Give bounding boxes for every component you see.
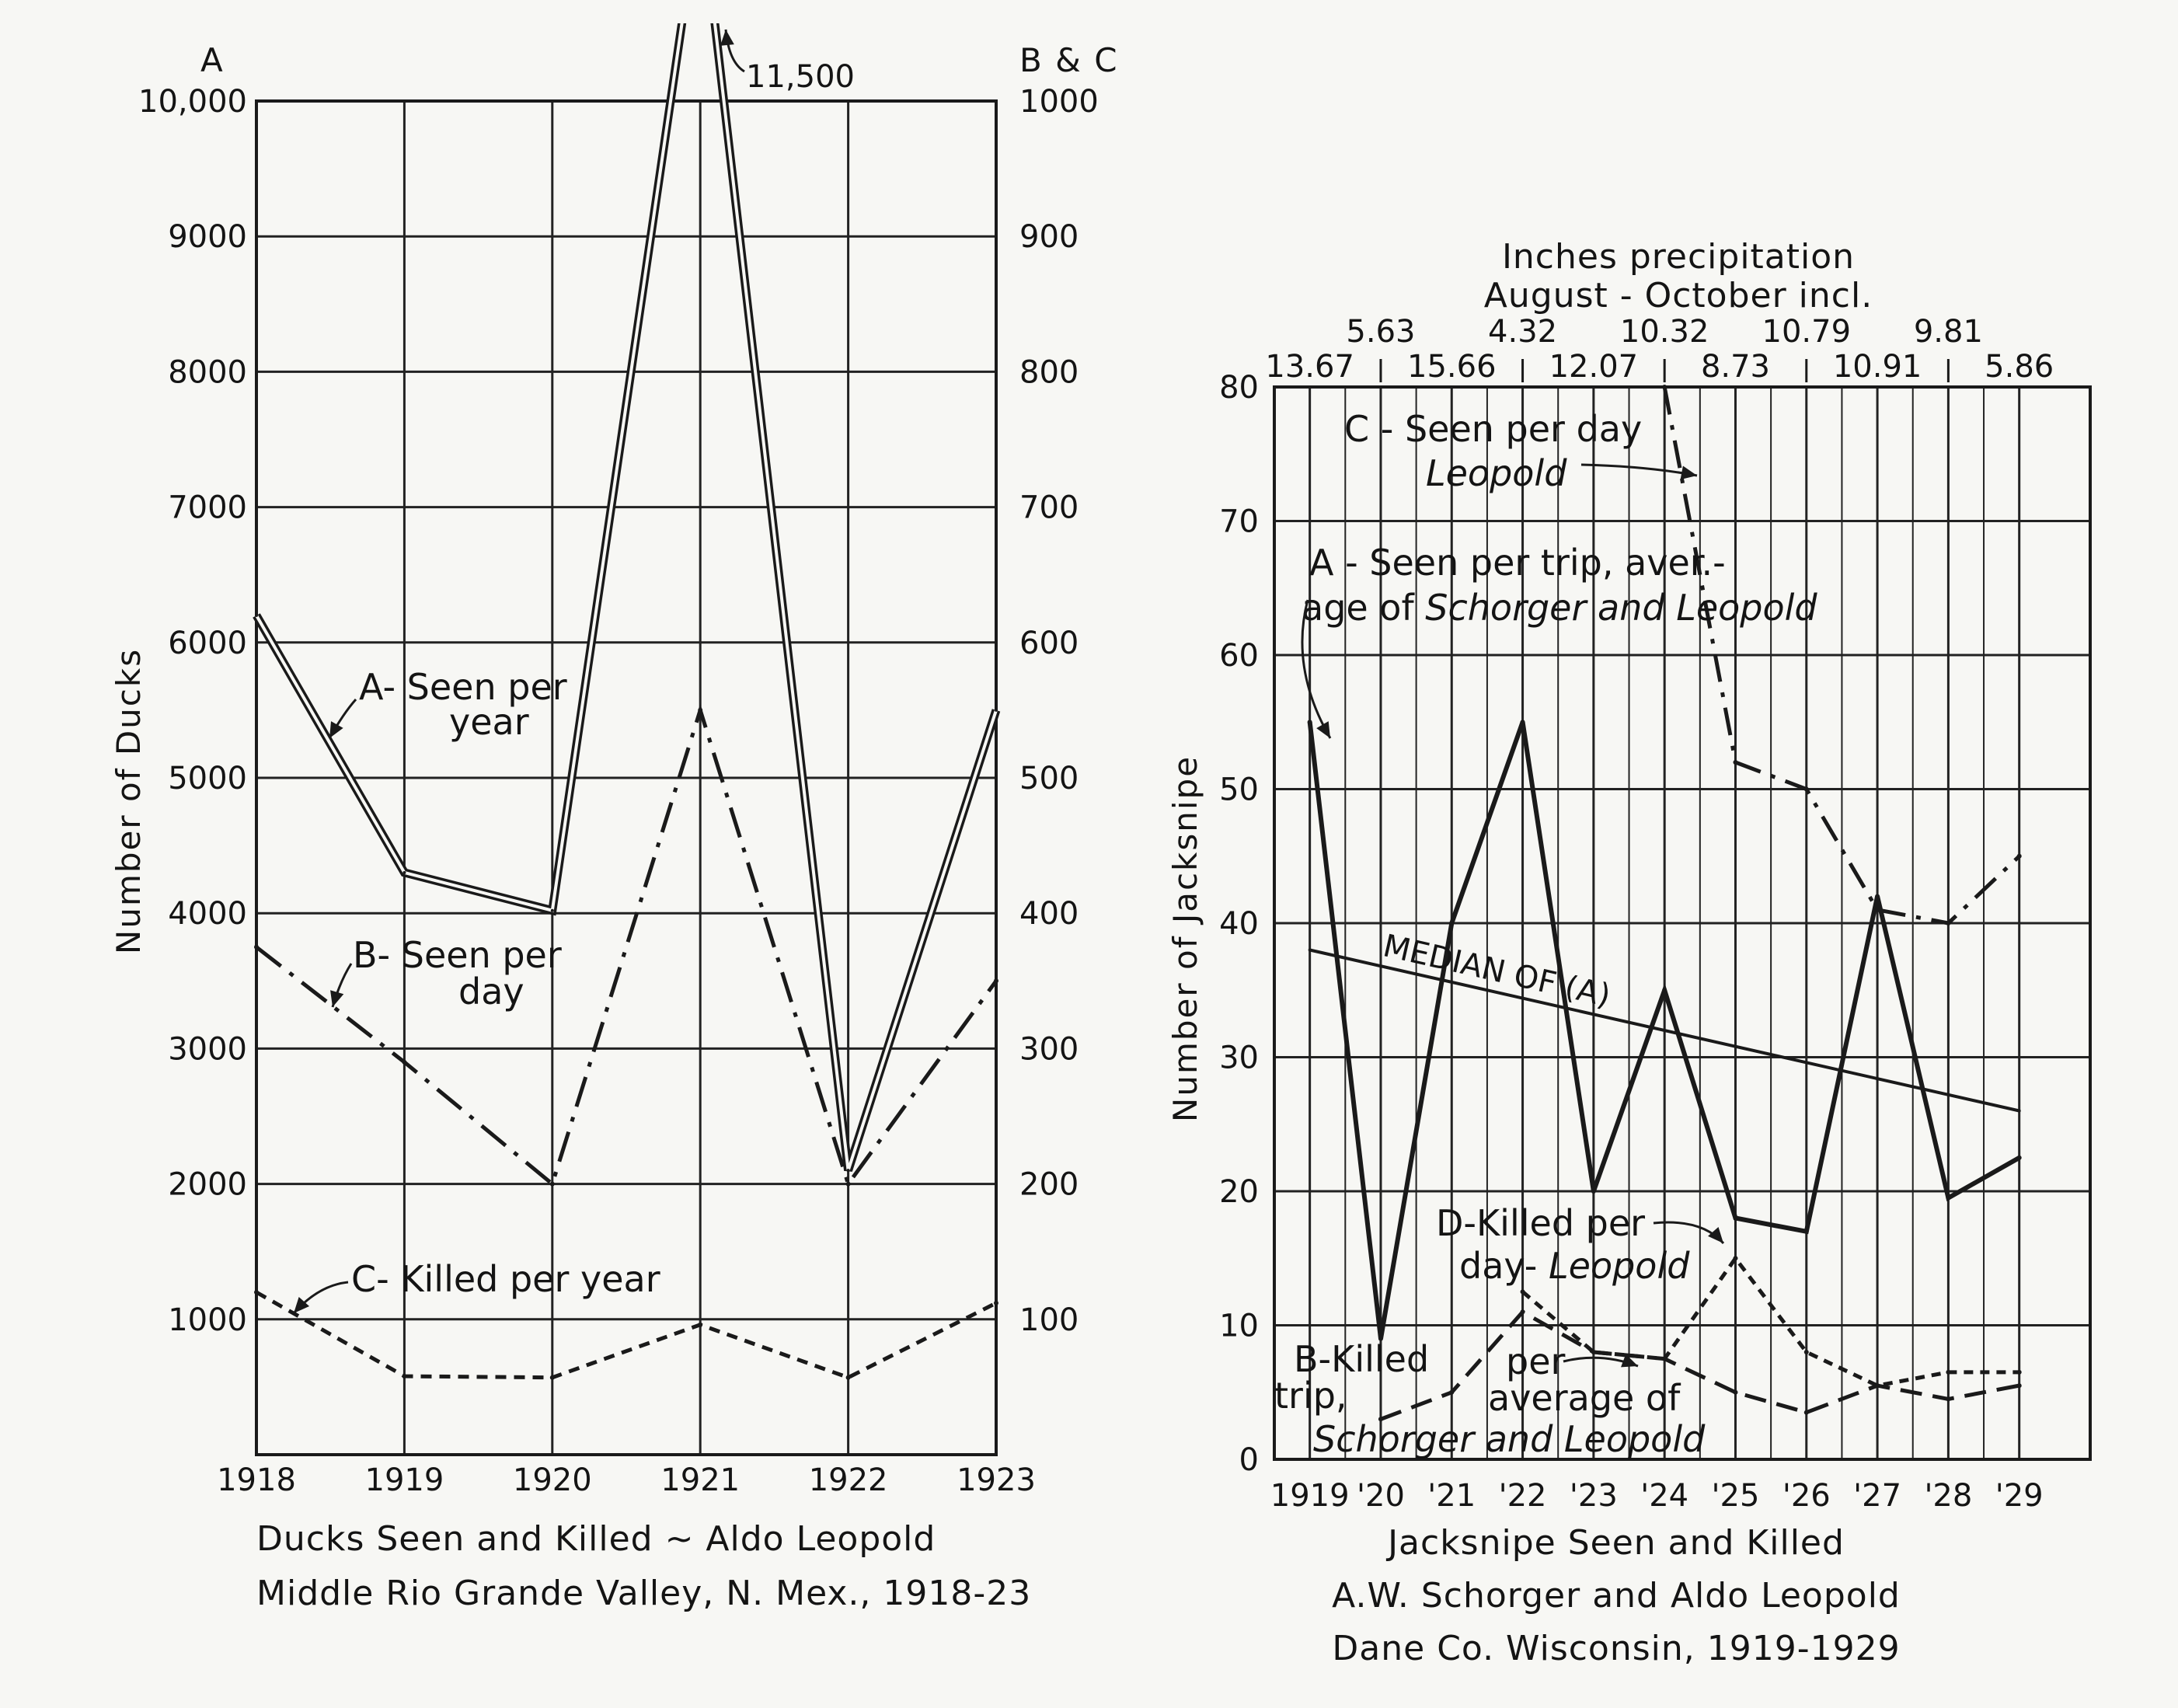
jacksnipe-xtick: '23 [1569,1478,1618,1514]
jacksnipe-annotation-d-line1: D-Killed per [1436,1202,1646,1244]
jacksnipe-series-b-point [2017,1383,2022,1388]
ducks-series-c-point [698,1323,702,1327]
jacksnipe-series-a-point [1308,720,1312,724]
jacksnipe-annotation-c-line1: C - Seen per day [1344,408,1643,450]
precipitation-value: 10.32 [1619,314,1709,350]
precipitation-value: 9.81 [1913,314,1983,350]
jacksnipe-annotation-b-word2: per [1506,1340,1566,1382]
ducks-annotation-c: C- Killed per year [351,1258,660,1300]
jacksnipe-annotation-a-line1: A - Seen per trip, aver.- [1309,542,1726,584]
ducks-series-b-point [698,708,702,713]
ducks-series-c-point [846,1375,851,1380]
jacksnipe-annotation-b-line2: average of [1488,1377,1681,1419]
ducks-series-a-point [995,709,998,712]
jacksnipe-xtick: '26 [1782,1478,1831,1514]
jacksnipe-xtick: '21 [1427,1478,1476,1514]
ducks-grid [256,101,996,1455]
ducks-chart [110,0,1119,1613]
jacksnipe-xtick: '28 [1924,1478,1973,1514]
ducks-series-c-line [256,1292,996,1378]
ducks-series-a-inner [256,0,996,1170]
jacksnipe-annotation-b-word3: trip, [1274,1375,1347,1417]
ducks-peak-label: 11,500 [746,59,855,95]
ducks-xtick: 1920 [512,1462,592,1498]
ducks-title: Ducks Seen and Killed ~ Aldo Leopold [256,1519,936,1559]
ducks-ytick-right: 900 [1019,219,1079,256]
jacksnipe-series-c-point [1875,908,1880,912]
jacksnipe-series-c-point [1946,921,1950,925]
precipitation-value: 10.79 [1762,314,1852,350]
ducks-xtick: 1919 [364,1462,444,1498]
precipitation-value: 12.07 [1549,349,1639,385]
jacksnipe-ytick: 60 [1219,638,1259,674]
jacksnipe-series-a-point [1946,1196,1950,1201]
jacksnipe-ylabel: Number of Jacksnipe [1166,755,1204,1123]
jacksnipe-series-c-point [1662,385,1667,389]
ducks-ytick-right: 800 [1019,354,1079,391]
ducks-left-axis-letter: A [200,41,225,79]
ducks-series-a-outer [256,0,996,1170]
jacksnipe-series-a-point [1591,1189,1596,1194]
ducks-annotation-b-arrow [330,964,351,1007]
jacksnipe-median-point [2018,1110,2021,1113]
jacksnipe-series-b-point [1804,1410,1809,1415]
jacksnipe-annotation-d-line2: day- Leopold [1459,1245,1690,1287]
jacksnipe-xtick: '25 [1711,1478,1760,1514]
ducks-series-c-point [402,1374,406,1379]
precipitation-value: 13.67 [1265,349,1354,385]
jacksnipe-median-point [1309,949,1312,952]
jacksnipe-annotation-c-line2: Leopold [1426,452,1567,494]
ducks-ytick-left: 1000 [168,1302,247,1338]
ducks-ylabel: Number of Ducks [110,647,148,955]
jacksnipe-annotation-b-line3: Schorger and Leopold [1313,1418,1706,1460]
jacksnipe-series-c-point [1733,760,1737,765]
ducks-ytick-left: 5000 [168,761,247,796]
jacksnipe-series-c-point [2017,854,2022,859]
ducks-ytick-left: 3000 [168,1031,247,1068]
jacksnipe-series-a-point [1733,1216,1737,1221]
jacksnipe-series-a-point [1449,921,1454,925]
precipitation-value: 15.66 [1407,349,1497,385]
jacksnipe-series-d-point [1875,1383,1880,1388]
ducks-ytick-left: 7000 [168,490,247,526]
ducks-series-b-point [550,1182,555,1187]
precipitation-value: 8.73 [1700,349,1771,385]
precipitation-value: 5.63 [1346,314,1416,350]
jacksnipe-series-d-point [2017,1370,2022,1375]
jacksnipe-series-a-point [1804,1229,1809,1234]
ducks-ytick-left: 6000 [168,625,247,661]
ducks-ytick-right: 600 [1019,625,1079,661]
jacksnipe-series-d-point [1733,1256,1737,1260]
ducks-ytick-left: 9000 [168,219,247,256]
jacksnipe-annotation-a-line2: age of Schorger and Leopold [1302,587,1817,629]
jacksnipe-series-a-point [2017,1156,2022,1160]
ducks-xtick: 1918 [217,1462,296,1498]
precipitation-value: 10.91 [1832,349,1922,385]
jacksnipe-series-b-point [1521,1309,1525,1314]
jacksnipe-xtick: 1919 [1270,1478,1350,1514]
jacksnipe-series-b-point [1946,1396,1950,1401]
ducks-ytick-right: 400 [1019,896,1079,932]
jacksnipe-annotation-b-word1: B-Killed [1294,1338,1430,1380]
jacksnipe-annotation-b-arrow [1563,1354,1638,1368]
ducks-right-axis-letter: B & C [1019,41,1119,79]
ducks-series-b-point [254,945,259,950]
ducks-annotation-b-line2: day [458,971,524,1013]
ducks-ytick-left: 10,000 [138,84,247,120]
jacksnipe-series-a-point [1875,894,1880,899]
ducks-ytick-right: 1000 [1019,84,1099,120]
jacksnipe-ytick: 30 [1219,1040,1259,1076]
jacksnipe-series-d-point [1662,1357,1667,1361]
jacksnipe-series-d-point [1591,1350,1596,1354]
jacksnipe-ytick: 20 [1219,1174,1259,1210]
jacksnipe-series-b-point [1449,1390,1454,1395]
jacksnipe-chart [1166,237,2090,1668]
ducks-ytick-right: 500 [1019,761,1079,796]
precipitation-title-1: Inches precipitation [1501,237,1856,277]
ducks-series-b-point [994,978,998,983]
ducks-annotation-b-line1: B- Seen per [353,934,562,976]
ducks-xtick: 1921 [660,1462,741,1498]
precipitation-title-2: August - October incl. [1483,276,1873,315]
jacksnipe-series-a-point [1662,988,1667,992]
jacksnipe-xtick: '22 [1498,1478,1547,1514]
jacksnipe-median-label: MEDIAN OF (A) [1379,928,1614,1015]
jacksnipe-series-c-point [1804,787,1809,792]
jacksnipe-subtitle-1: A.W. Schorger and Aldo Leopold [1332,1576,1901,1616]
ducks-series-a-point [551,909,554,912]
jacksnipe-ytick: 70 [1219,504,1259,540]
jacksnipe-series-a-point [1521,720,1525,724]
ducks-series-c-point [994,1301,998,1305]
jacksnipe-xtick: '20 [1357,1478,1405,1514]
ducks-series-a-point [847,1169,850,1172]
jacksnipe-ytick: 80 [1219,370,1259,406]
jacksnipe-ytick: 10 [1219,1308,1259,1344]
ducks-series-b-point [846,1182,851,1187]
jacksnipe-xtick: '29 [1995,1478,2044,1514]
jacksnipe-series-d-point [1804,1350,1809,1354]
ducks-xtick: 1922 [808,1462,888,1498]
jacksnipe-xtick: '27 [1853,1478,1902,1514]
ducks-ytick-right: 100 [1019,1302,1079,1338]
jacksnipe-ytick: 0 [1239,1442,1259,1478]
ducks-ytick-right: 700 [1019,490,1079,526]
ducks-series-c-point [254,1290,259,1295]
ducks-annotation-a-arrow [329,699,356,738]
jacksnipe-subtitle-2: Dane Co. Wisconsin, 1919-1929 [1332,1629,1901,1668]
ducks-ytick-right: 200 [1019,1166,1079,1203]
ducks-annotation-a-line2: year [449,701,529,743]
ducks-xtick: 1923 [957,1462,1036,1498]
ducks-series-b-point [402,1060,406,1065]
ducks-annotation-c-arrow [294,1282,348,1313]
ducks-series-a-point [255,614,258,617]
jacksnipe-ytick: 40 [1219,906,1259,942]
ducks-series-c-point [550,1375,555,1380]
precipitation-value: 5.86 [1985,349,2054,385]
jacksnipe-title: Jacksnipe Seen and Killed [1388,1523,1845,1563]
jacksnipe-series-d-point [1946,1370,1950,1375]
ducks-ytick-left: 8000 [168,354,247,391]
jacksnipe-xtick: '24 [1640,1478,1689,1514]
ducks-subtitle: Middle Rio Grande Valley, N. Mex., 1918-23 [256,1574,1032,1613]
ducks-annotation-a-line1: A- Seen per [359,666,567,708]
jacksnipe-series-b-point [1733,1390,1737,1395]
ducks-ytick-right: 300 [1019,1031,1079,1068]
precipitation-value: 4.32 [1488,314,1558,350]
ducks-ytick-left: 2000 [168,1166,247,1203]
ducks-ytick-left: 4000 [168,896,247,932]
jacksnipe-ytick: 50 [1219,772,1259,808]
jacksnipe-series-d-point [1521,1289,1525,1294]
ducks-series-a-point [402,871,406,874]
